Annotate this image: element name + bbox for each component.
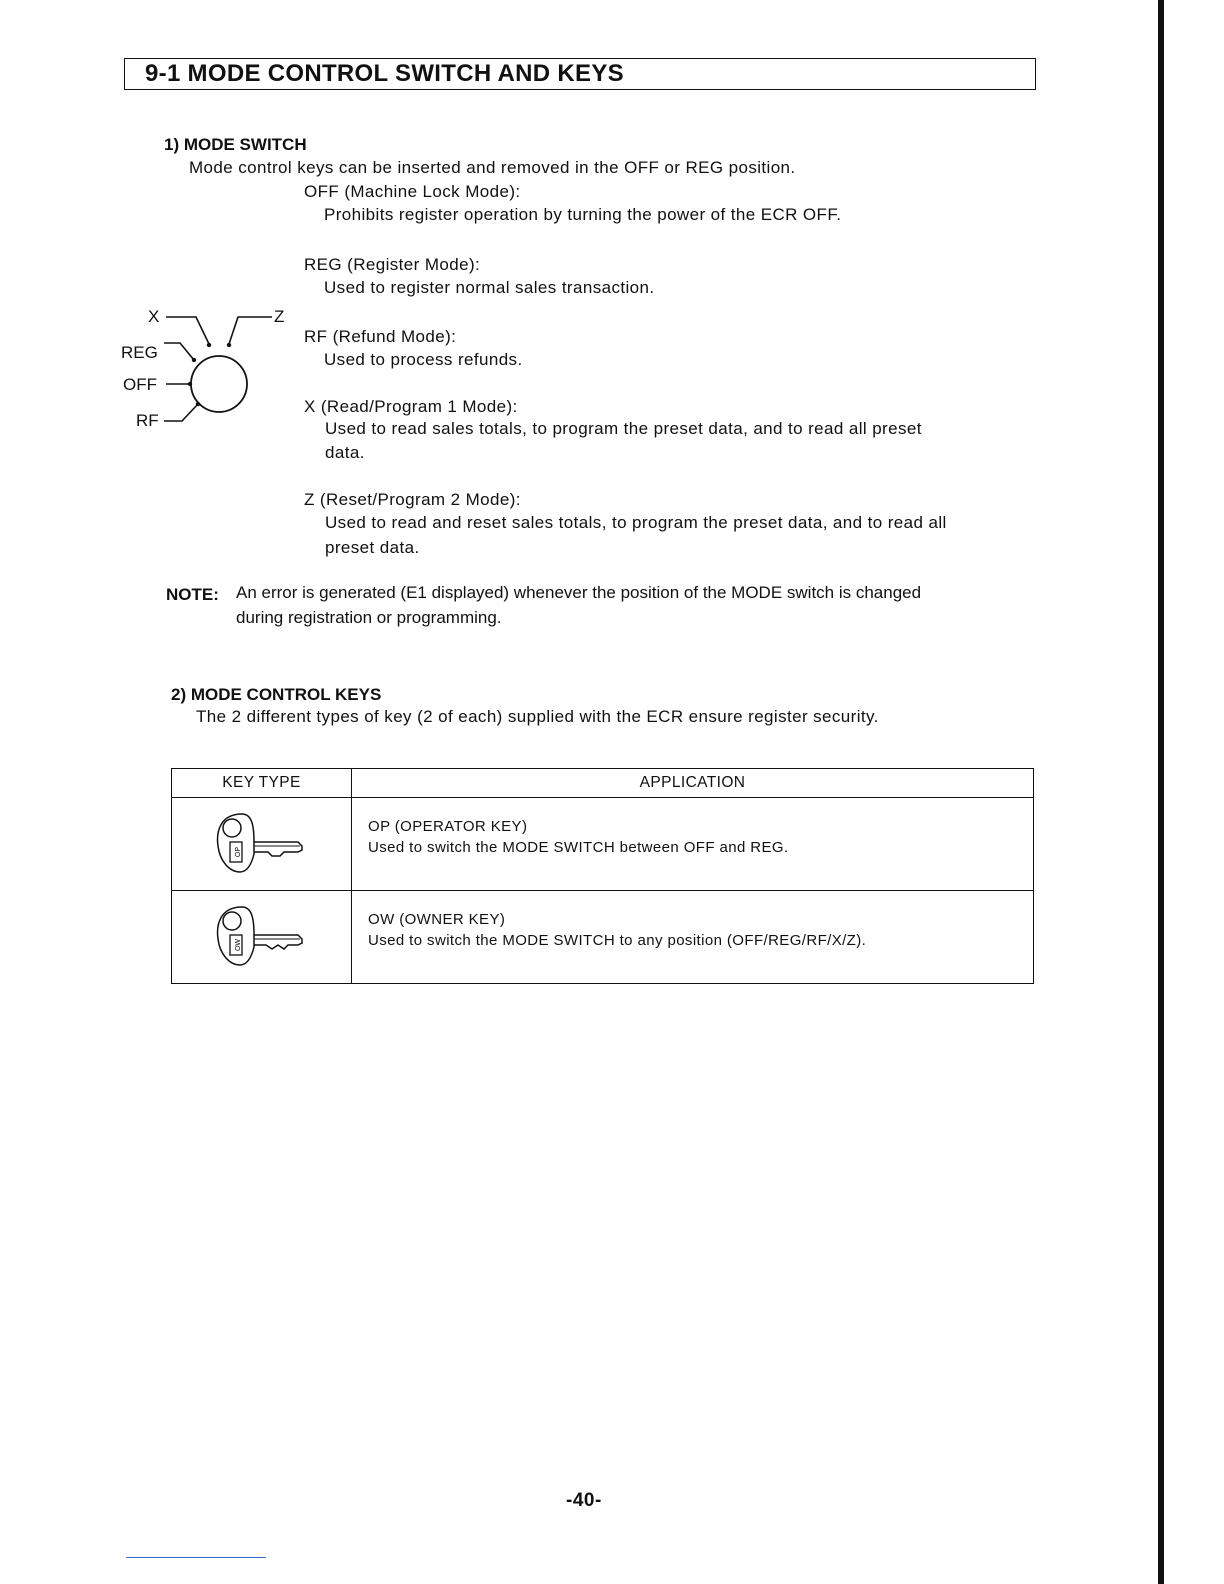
mode-reg-name: REG (Register Mode): — [304, 255, 481, 274]
operator-key-cell — [172, 798, 352, 891]
operator-key-desc: Used to switch the MODE SWITCH between OFF and REG. — [368, 839, 789, 856]
operator-key-title: OP (OPERATOR KEY) — [368, 818, 528, 835]
operator-key-icon — [202, 802, 322, 882]
dial-label-x: X — [148, 307, 160, 326]
section-title: 9-1 MODE CONTROL SWITCH AND KEYS — [124, 58, 1036, 90]
mode-rf-desc: Used to process refunds. — [324, 350, 523, 369]
header-key-type: KEY TYPE — [172, 769, 352, 798]
table-row — [172, 891, 1034, 984]
dial-reg-pointer — [164, 343, 194, 360]
dial-label-rf: RF — [136, 411, 159, 430]
owner-key-application — [352, 891, 1034, 984]
mode-keys-heading: 2) MODE CONTROL KEYS — [171, 685, 382, 704]
mode-switch-intro: Mode control keys can be inserted and removed in the OFF or REG position. — [189, 158, 796, 177]
owner-key-mark: OW — [234, 938, 242, 951]
header-application: APPLICATION — [352, 769, 1034, 798]
owner-key-desc: Used to switch the MODE SWITCH to any position (OFF/REG/RF/X/Z). — [368, 932, 867, 949]
page-edge-shadow — [1158, 0, 1164, 1584]
dial-label-reg: REG — [121, 343, 158, 362]
mode-keys-intro: The 2 different types of key (2 of each) supplied with the ECR ensure register security. — [196, 707, 879, 726]
table-row — [172, 798, 1034, 891]
page-number: -40- — [566, 1490, 602, 1511]
note-line2: during registration or programming. — [236, 608, 502, 627]
dial-rf-pointer — [164, 404, 198, 421]
dial-label-off: OFF — [123, 375, 157, 394]
note-label: NOTE: — [166, 585, 219, 604]
key-type-table — [171, 768, 1034, 984]
owner-key-icon — [202, 895, 322, 975]
mode-x-desc-line1: Used to read sales totals, to program the preset data, and to read all preset — [325, 419, 922, 438]
operator-key-application — [352, 798, 1034, 891]
mode-x-name: X (Read/Program 1 Mode): — [304, 397, 518, 416]
mode-rf-name: RF (Refund Mode): — [304, 327, 457, 346]
mode-z-name: Z (Reset/Program 2 Mode): — [304, 490, 521, 509]
mode-reg-desc: Used to register normal sales transaction. — [324, 278, 655, 297]
mode-switch-dial — [112, 300, 302, 440]
table-header-row — [172, 769, 1034, 798]
mode-z-desc-line2: preset data. — [325, 538, 420, 557]
mode-z-desc-line1: Used to read and reset sales totals, to program the preset data, and to read all — [325, 513, 947, 532]
mode-off-name: OFF (Machine Lock Mode): — [304, 182, 521, 201]
mode-switch-heading: 1) MODE SWITCH — [164, 135, 307, 154]
dial-z-pointer — [229, 317, 272, 344]
dial-x-pointer — [166, 317, 209, 344]
owner-key-title: OW (OWNER KEY) — [368, 911, 506, 928]
note-line1: An error is generated (E1 displayed) whenever the position of the MODE switch is changed — [236, 583, 922, 602]
footnote-rule — [126, 1557, 266, 1558]
mode-off-desc: Prohibits register operation by turning the power of the ECR OFF. — [324, 205, 842, 224]
owner-key-cell — [172, 891, 352, 984]
mode-x-desc-line2: data. — [325, 443, 365, 462]
operator-key-mark: OP — [234, 846, 242, 857]
dial-label-z: Z — [274, 307, 285, 326]
